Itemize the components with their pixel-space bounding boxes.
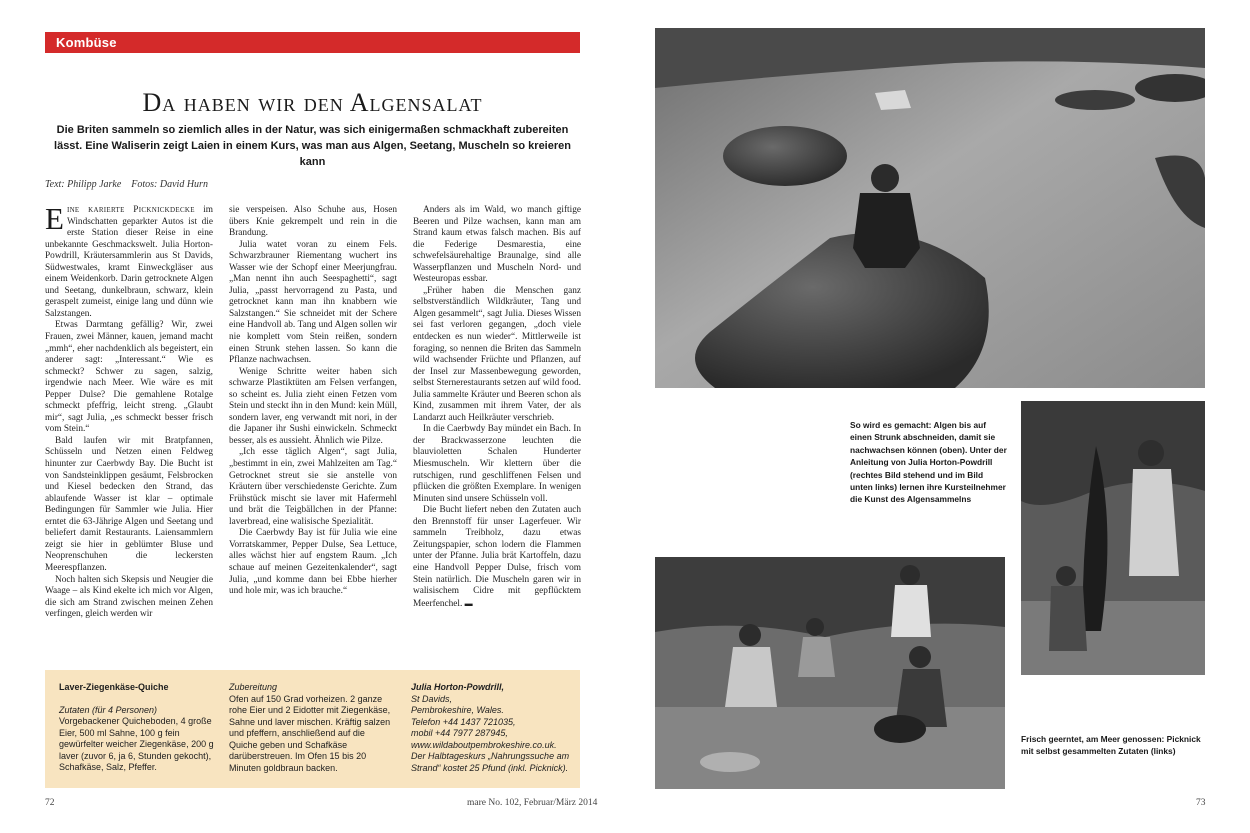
paragraph-text: im Windschatten geparkter Autos ist die erste Station dieser Reise in eine unbekannte Geschmackswelt. Julia Horton-Powdrill, Kräutersammlerin aus St Davids, Südwestwales, kramt Einweckgläser aus einem Weidenkorb. Darin getrocknete Algen und Seetang, dunkelbraun, schwarz, klein geraspelt zumeist, einige lang und dünn wie Salzstangen. (45, 205, 214, 319)
paragraph: Bald laufen wir mit Bratpfannen, Schüsseln und Netzen einen Feldweg hinunter zur Caerbwdy Bay. Die Bucht ist von Sandsteinklippen gesäumt, Felsbrocken und Kiesel bedecken den Strand, das ablaufende Wasser ist klar – optimale Bedingungen für Sammler wie Julia. Hier erntet die 63-Jährige Algen und Seetang und beliefert damit Restaurants. Laiensammlern zeigt sie hier in geblümter Bluse und Neoprenschuhen die leckersten Meerespflanzen. (45, 435, 213, 573)
paragraph (45, 201, 214, 320)
section-header (45, 32, 580, 53)
photo-picnic (655, 557, 1005, 789)
paragraph: Anders als im Wald, wo manch giftige Beeren und Pilze wachsen, kann man am Strand kaum etwas falsch machen. Bis auf die Federige Desmarestia, eine schwefelsäurehaltige Braunalge, sind alle Wasserpflanzen und Muscheln Nord- und Westeuropas essbar. (413, 205, 581, 285)
contact-mobile: mobil +44 7977 287945, (411, 728, 508, 738)
paragraph: Die Caerbwdy Bay ist für Julia wie eine Vorratskammer, Pepper Dulse, Sea Lettuce, alles wächst hier auf engstem Raum. „Ich schaue auf meinen Gezeitenkalender“, sagt Julia, „und komme dann bei Ebbe hierher und hole mir, was ich brauche.“ (229, 528, 397, 597)
contact-name: Julia Horton-Powdrill, (411, 682, 505, 692)
paragraph: sie verspeisen. Also Schuhe aus, Hosen übers Knie gekrempelt und rein in die Brandung. (229, 205, 397, 239)
paragraph: Etwas Darmtang gefällig? Wir, zwei Frauen, zwei Männer, kauen, jemand macht „mmh“, eher nachdenklich als begeistert, ein anderer sagt: „Interessant.“ Wie es schmeckt? Schwer zu sagen, salzig, irgendwie nach Meer. Wie wäre es mit Pepper Dulse? Die gemahlene Rotalge schmeckt pfeffrig, leicht streng. „Glaubt mir“, sagt Julia, „es schmeckt besser frisch vom Stein.“ (45, 320, 213, 435)
contact-line: St Davids, (411, 693, 453, 704)
recipe-ingredients-text: Vorgebackener Quicheboden, 4 große Eier, 500 ml Sahne, 100 g fein gewürfelter weicher Ziegenkäse, 200 g laver (zuvor 6, ja 6, Stunden gekocht), Schafkäse, Salz, Pfeffer. (59, 716, 214, 772)
section-label: Kombüse (56, 35, 117, 50)
byline: Text: Philipp Jarke Fotos: David Hurn (45, 179, 208, 190)
photo-woman-seaweed-image (1021, 401, 1205, 675)
caption-top: So wird es gemacht: Algen bis auf einen Strunk abschneiden, damit sie nachwachsen können (oben). Unter der Anleitung von Julia Horton-Powdrill (rechtes Bild stehend und im Bild unten links) lernen ihre Kursteilnehmer die Kunst des Algensammelns (850, 420, 1007, 505)
page-number-right: 73 (1196, 798, 1206, 808)
photo-beach-harvest (655, 28, 1205, 388)
paragraph: „Ich esse täglich Algen“, sagt Julia, „bestimmt in ein, zwei Mahlzeiten am Tag.“ Getrocknet streut sie sie anstelle von Kräutern über verschiedenste Gerichte. Zum Frühstück mischt sie laver mit Hafermehl und brät die Teigbällchen in der Pfanne: laverbread, eine walisische Spezialität. (229, 447, 397, 527)
text-column-1 (45, 201, 214, 621)
photo-woman-seaweed (1021, 401, 1205, 675)
paragraph: Wenige Schritte weiter haben sich schwarze Plastiktüten am Felsen verfangen, so scheint es. Julia zieht einen Fetzen vom Stein und steckt ihn in den Mund: kein Müll, sondern laver, eng verwandt mit nori, in der die Japaner ihr Sushi einwickeln. Schmeckt besser, als es aussieht. Ähnlich wie Pilze. (229, 366, 397, 446)
caption-bottom: Frisch geerntet, am Meer genossen: Picknick mit selbst gesammelten Zutaten (links) (1021, 734, 1201, 757)
article-title: Da haben wir den Algensalat (142, 88, 483, 117)
recipe-prep-title: Zubereitung (229, 682, 278, 692)
recipe-title: Laver-Ziegenkäse-Quiche (59, 682, 169, 692)
paragraph: Noch halten sich Skepsis und Neugier die Waage – als Kind ekelte ich mich vor Algen, die sich am Strand zwischen meinen Zehen verfingen, gleich werden wir (45, 574, 213, 620)
paragraph: „Früher haben die Menschen ganz selbstverständlich Wildkräuter, Tang und Algen gesammelt“, sagt Julia. Dieses Wissen sei fast verloren gegangen, „doch viele entdecken es nun wieder“. Mittlerweile ist foraging, so nennen die Briten das Sammeln wild wachsender Früchte und Pflanzen, auf der Insel zur Massenbewegung geworden, selbst Sternerestaurants setzen auf wild food. Julia sammelte Kräuter und Beeren schon als Kind, zusammen mit ihrem Vater, der als Landarzt auch Heilkräuter verschrieb. (413, 285, 581, 423)
magazine-issue: mare No. 102, Februar/März 2014 (467, 798, 598, 808)
drop-cap: E (45, 201, 64, 236)
text-column-2 (229, 205, 397, 598)
contact-phone: Telefon +44 1437 721035, (411, 716, 516, 727)
end-mark-icon: ▬ (464, 598, 473, 608)
recipe-prep-text: Ofen auf 150 Grad vorheizen. 2 ganze rohe Eier und 2 Eidotter mit Ziegenkäse, Sahne und laver mischen. Kräftig salzen und pfeffern, anschließend auf die Quiche geben und Schafkäse darüberstreuen. Im Ofen 15 bis 20 Minuten goldbraun backen. (229, 693, 391, 773)
contact-website: www.wildaboutpembrokeshire.co.uk. (411, 739, 557, 750)
photo-picnic-image (655, 557, 1005, 789)
photo-beach-harvest-image (655, 28, 1205, 388)
contact-line: Pembrokeshire, Wales. (411, 705, 504, 715)
paragraph (413, 505, 581, 610)
recipe-preparation (229, 682, 391, 774)
recipe-box (45, 670, 580, 788)
course-note: Der Halbtageskurs „Nahrungssuche am Strand“ kostet 25 Pfund (inkl. Picknick). (411, 751, 570, 773)
paragraph: Julia watet voran zu einem Fels. Schwarzbrauner Riementang wuchert ins Wasser wie der Schopf einer Meerjungfrau. „Man nennt ihn auch Seespaghetti“, sagt Julia, „passt hervorragend zu Pasta, und getrocknet kann man ihn knabbern wie Salzstangen.“ Sie schneidet mit der Schere eine Handvoll ab. Tang und Algen sollen wir nie komplett vom Stein reißen, sondern einen Strunk stehen lassen. So kann die Pflanze nachwachsen. (229, 239, 397, 366)
paragraph: In die Caerbwdy Bay mündet ein Bach. In der Brackwasserzone leuchten die blauvioletten Schalen Hunderter Miesmuscheln. Wir klettern über die rutschigen, rund geschliffenen Felsen und pflücken die größten Exemplare. In wenigen Minuten sind unsere Schüsseln voll. (413, 424, 581, 504)
paragraph-text: Die Bucht liefert neben den Zutaten auch den Brennstoff für unser Lagerfeuer. Wir sammeln Treibholz, dazu etwas Zeitungspapier, schon lodern die Flammen unter der Pfanne. Julia brät Kartoffeln, dazu eine Handvoll Pepper Dulse, frisch vom Stein natürlich. Die Muscheln garen wir in walisischem Cidre mit gepflücktem Meerfenchel. (413, 505, 581, 609)
recipe-ingredients (59, 682, 221, 774)
recipe-servings: Zutaten (für 4 Personen) (59, 704, 158, 715)
article-subtitle: Die Briten sammeln so ziemlich alles in der Natur, was sich einigermaßen schmackhaft zubereiten lässt. Eine Waliserin zeigt Laien in einem Kurs, was man aus Algen, Seetang, Muscheln so kreieren kann (54, 124, 571, 168)
recipe-contact (411, 682, 573, 774)
page-number-left: 72 (45, 798, 55, 808)
lead-in: ine karierte Picknickdecke (66, 205, 195, 215)
text-column-3 (413, 205, 581, 610)
